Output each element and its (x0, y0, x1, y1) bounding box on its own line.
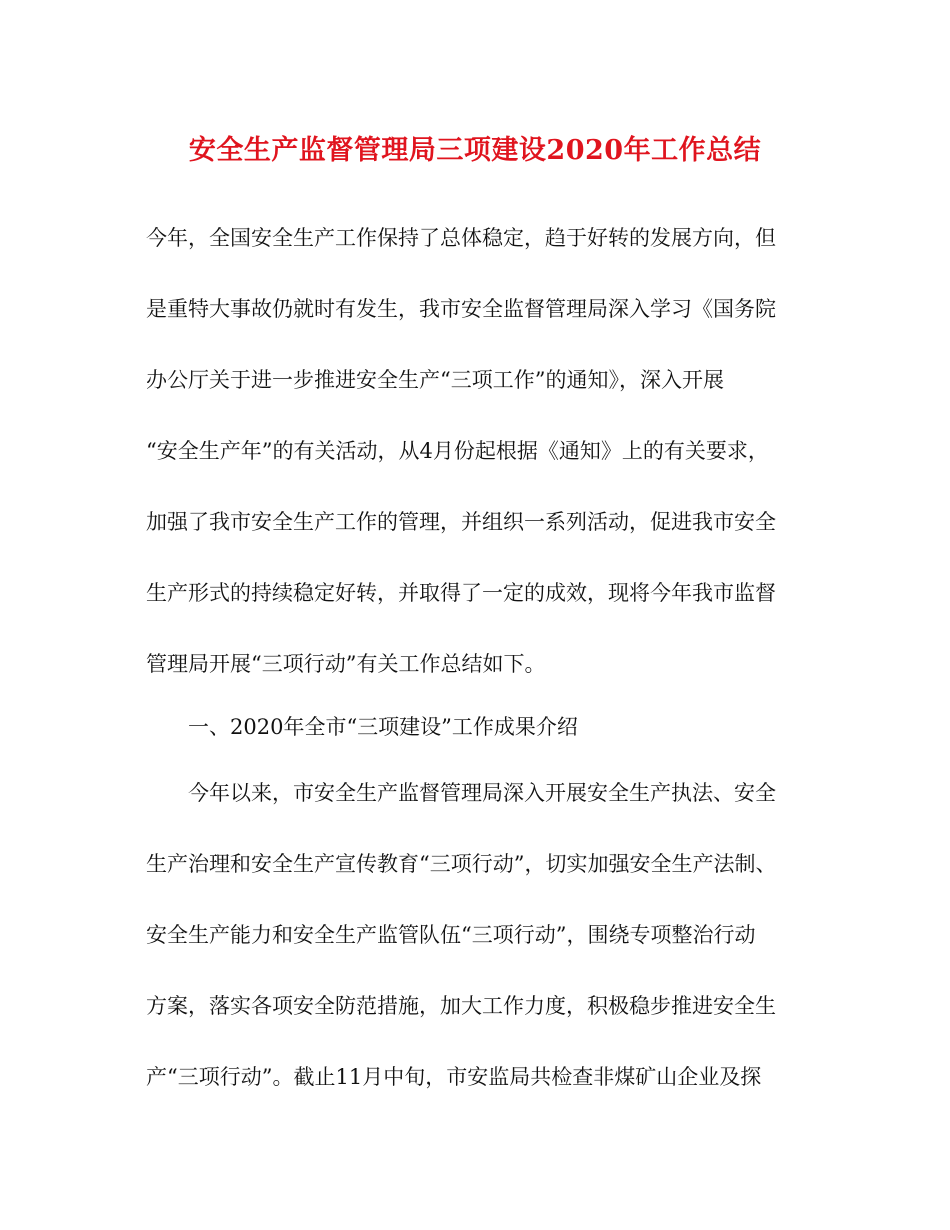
paragraph-line: 管理局开展“三项行动”有关工作总结如下。 (146, 652, 546, 676)
paragraph-line: 是重特大事故仍就时有发生，我市安全监督管理局深入学习《国务院 (146, 297, 776, 321)
paragraph-line: 安全生产能力和安全生产监管队伍“三项行动”，围绕专项整治行动 (146, 923, 756, 947)
paragraph-line: 生产治理和安全生产宣传教育“三项行动”，切实加强安全生产法制、 (146, 852, 777, 876)
paragraph-line: 产“三项行动”。截止11月中旬，市安监局共检查非煤矿山企业及探 (146, 1065, 762, 1089)
paragraph-line: 方案，落实各项安全防范措施，加大工作力度，积极稳步推进安全生 (146, 994, 776, 1018)
paragraph-line: “安全生产年”的有关活动，从4月份起根据《通知》上的有关要求， (146, 439, 769, 463)
paragraph-line: 办公厅关于进一步推进安全生产“三项工作”的通知》，深入开展 (146, 368, 724, 392)
document-title: 安全生产监督管理局三项建设2020年工作总结 (188, 135, 762, 166)
paragraph-line: 今年以来，市安全生产监督管理局深入开展安全生产执法、安全 (188, 781, 776, 805)
paragraph-line: 生产形式的持续稳定好转，并取得了一定的成效，现将今年我市监督 (146, 581, 776, 605)
section-heading: 一、2020年全市“三项建设”工作成果介绍 (188, 715, 578, 739)
paragraph-line: 今年，全国安全生产工作保持了总体稳定，趋于好转的发展方向，但 (146, 226, 776, 250)
paragraph-line: 加强了我市安全生产工作的管理，并组织一系列活动，促进我市安全 (146, 510, 776, 534)
